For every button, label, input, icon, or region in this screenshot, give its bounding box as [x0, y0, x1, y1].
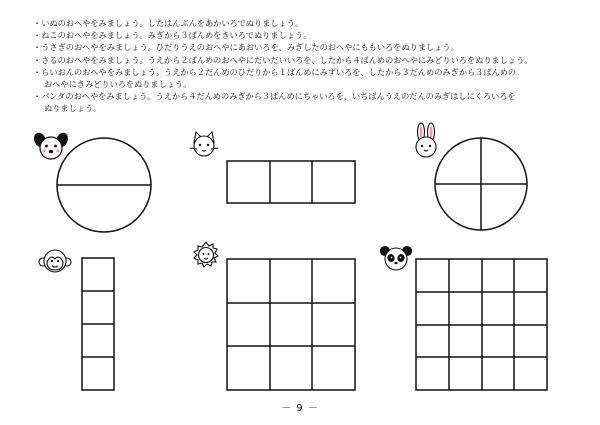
- page-number: － 9 －: [281, 403, 319, 414]
- dog-room[interactable]: [57, 138, 151, 232]
- instruction-panda: ・パンダのおへやをみましょう。うえから４だんめのみぎから３ばんめにちゃいろを、いちばんうえのだんのみぎはしにくろいろを: [33, 91, 516, 102]
- instruction-panda-cont: ぬりましょう。: [44, 103, 102, 114]
- instruction-cat: ・ねこのおへやをみましょう。みぎから３ばんめをきいろでぬりましょう。: [33, 30, 312, 41]
- instruction-dog: ・いぬのおへやをみましょう。したはんぶんをあかいろでぬりましょう。: [33, 18, 304, 28]
- monkey-room[interactable]: [82, 258, 114, 390]
- rabbit-room[interactable]: [435, 138, 527, 230]
- monkey-icon: [39, 250, 71, 272]
- dog-icon: [33, 132, 70, 159]
- cat-room[interactable]: [227, 161, 355, 203]
- lion-icon: [194, 242, 218, 267]
- rabbit-icon: [416, 123, 436, 157]
- cat-icon: [190, 132, 218, 156]
- instruction-lion-cont: おへやにきみどりいろをぬりましょう。: [44, 79, 192, 90]
- instruction-rabbit: ・うさぎのおへやをみましょう。ひだりうえのおへやにあおいろを、みぎしたのおへやにももいろをぬりましょう。: [33, 42, 459, 53]
- panda-room[interactable]: [416, 259, 547, 390]
- panda-icon: [381, 247, 412, 271]
- instruction-lion: ・らいおんのおへやをみましょう。うえから２だんめのひだりから１ばんめにみずいろを、したから３だんめのみぎから３ばんめの: [33, 66, 517, 77]
- lion-room[interactable]: [227, 259, 355, 390]
- instruction-monkey: ・さるのおへやをみましょう。うえから２ばんめのおへやにだいだいいろを、したから４ばんめのおへやにみどりいろをぬりましょう。: [33, 54, 533, 65]
